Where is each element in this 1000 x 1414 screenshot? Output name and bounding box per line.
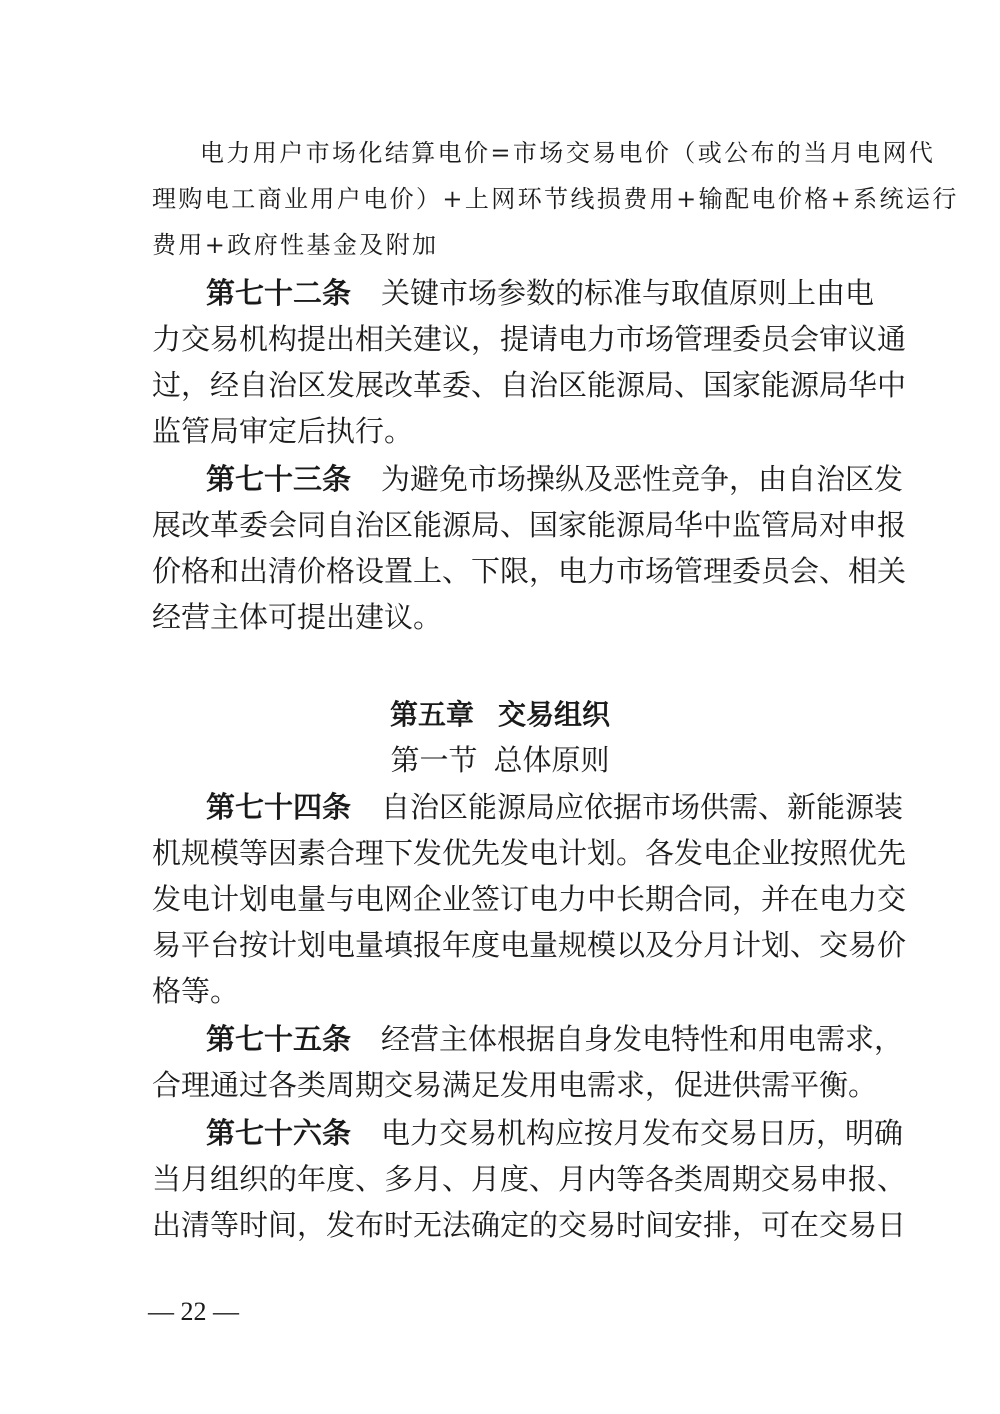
article-72-line-1: 关键市场参数的标准与取值原则上由电 [381,276,875,310]
article-76-line-2: 当月组织的年度、多月、月度、月内等各类周期交易申报、 [152,1162,907,1196]
article-73-line-1: 为避免市场操纵及恶性竞争，由自治区发 [381,462,904,496]
article-74-label: 第七十四条 [206,790,352,824]
article-75-first-line [206,1021,904,1057]
article-73-label: 第七十三条 [206,462,352,496]
article-74-line-5: 格等。 [152,974,240,1008]
article-76-line-1: 电力交易机构应按月发布交易日历，明确 [381,1116,904,1150]
article-73-line-4: 经营主体可提出建议。 [152,600,443,634]
article-72-label: 第七十二条 [206,276,352,310]
chapter-heading [0,697,1000,733]
article-74-line-3: 发电计划电量与电网企业签订电力中长期合同，并在电力交 [152,882,907,916]
article-75-label: 第七十五条 [206,1022,352,1056]
section-heading [0,742,1000,778]
article-76-label: 第七十六条 [206,1116,352,1150]
section-title: 总体原则 [493,743,610,777]
article-73-line-2: 展改革委会同自治区能源局、国家能源局华中监管局对申报 [152,508,907,542]
article-74-line-1: 自治区能源局应依据市场供需、新能源装 [381,790,904,824]
formula-line-1: 电力用户市场化结算电价=市场交易电价（或公布的当月电网代 [200,139,936,167]
article-72-first-line [206,275,875,311]
article-73-first-line [206,461,904,497]
article-75-line-2: 合理通过各类周期交易满足发用电需求，促进供需平衡。 [152,1068,878,1102]
article-76-first-line [206,1115,904,1151]
formula-line-2: 理购电工商业用户电价）+上网环节线损费用+输配电价格+系统运行 [152,185,959,213]
article-72-line-4: 监管局审定后执行。 [152,414,414,448]
chapter-number: 第五章 [389,698,474,731]
article-76-line-3: 出清等时间，发布时无法确定的交易时间安排，可在交易日 [152,1208,907,1242]
article-75-line-1: 经营主体根据自身发电特性和用电需求， [381,1022,904,1056]
article-73-line-3: 价格和出清价格设置上、下限，电力市场管理委员会、相关 [152,554,907,588]
article-72-line-2: 力交易机构提出相关建议，提请电力市场管理委员会审议通 [152,322,907,356]
article-72-line-3: 过，经自治区发展改革委、自治区能源局、国家能源局华中 [152,368,907,402]
article-74-line-2: 机规模等因素合理下发优先发电计划。各发电企业按照优先 [152,836,907,870]
page-number: — 22 — [148,1297,239,1326]
section-number: 第一节 [390,743,478,777]
chapter-title: 交易组织 [498,698,611,731]
article-74-line-4: 易平台按计划电量填报年度电量规模以及分月计划、交易价 [152,928,907,962]
article-74-first-line [206,789,904,825]
formula-line-3: 费用+政府性基金及附加 [152,231,439,259]
